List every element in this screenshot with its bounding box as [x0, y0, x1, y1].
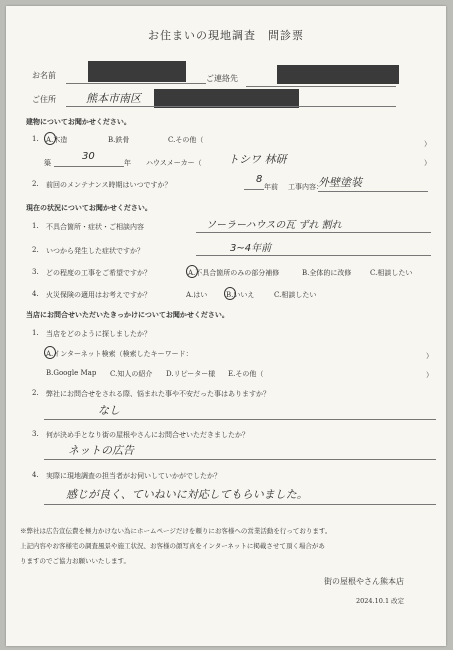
t4-underline: [44, 504, 436, 505]
c2-handwritten: 3~4年前: [230, 243, 272, 254]
t2-number: 2.: [32, 389, 39, 397]
c3-option-b: B.全体的に改修: [302, 269, 352, 277]
contact-underline: [246, 86, 396, 87]
t4-text: 実際に現地調査の担当者がお伺いしていかがでしたか？: [46, 472, 221, 480]
t1-number: 1.: [32, 329, 39, 337]
t2-text: 弊社にお問合せをされる際、悩まれた事や不安だった事はありますか？: [46, 390, 270, 398]
c4-option-a: A.はい: [186, 291, 208, 299]
t1-option-a-close: ）: [426, 352, 433, 360]
t3-number: 3.: [32, 430, 39, 438]
q2-work-handwritten: 外壁塗装: [318, 176, 362, 189]
c2-number: 2.: [32, 246, 39, 254]
t1-option-b: B.Google Map: [46, 369, 97, 377]
q2-years-handwritten: 8: [256, 174, 263, 185]
store-name: 街の屋根やさん熊本店: [324, 577, 404, 586]
c1-number: 1.: [32, 222, 39, 230]
address-label: ご住所: [32, 95, 56, 104]
t1-option-e: E.その他（: [228, 370, 264, 378]
q1-option-c: C.その他（: [168, 136, 204, 144]
section-current: 現在の状況についてお聞かせください。: [26, 203, 152, 212]
c4-number: 4.: [32, 290, 39, 298]
q2-unit: 年前: [264, 183, 278, 191]
t4-number: 4.: [32, 471, 39, 479]
c4-option-c: C.相談したい: [274, 291, 317, 299]
t2-underline: [44, 419, 436, 420]
revision-date: 2024.10.1 改定: [356, 597, 405, 605]
c3-number: 3.: [32, 268, 39, 276]
t1-option-d: D.リピーター様: [166, 370, 216, 378]
q2-years-underline: [244, 189, 264, 190]
q1-number: 1.: [32, 135, 39, 143]
contact-redaction: [277, 65, 399, 84]
c2-text: いつから発生した症状ですか？: [46, 247, 144, 255]
name-underline: [66, 83, 206, 84]
note-line-2: 上記内容やお客様宅の調査風景や施工状況、お客様の顔写真をインターネットに掲載させて頂く場合があ: [20, 542, 325, 550]
c1-handwritten: ソーラーハウスの瓦 ずれ 割れ: [206, 220, 342, 231]
t4-handwritten: 感じが良く、ていねいに対応してもらいました。: [66, 488, 308, 501]
t1-option-a: A.インターネット検索（検索したキーワード：: [46, 350, 193, 358]
q1-option-b: B.鉄骨: [108, 136, 130, 144]
contact-label: ご連絡先: [206, 74, 238, 83]
t3-handwritten: ネットの広告: [68, 444, 134, 457]
q2-number: 2.: [32, 180, 39, 188]
maker-label: ハウスメーカー（: [146, 159, 202, 167]
q2-text: 前回のメンテナンス時期はいつですか？: [46, 181, 172, 189]
c1-text: 不具合箇所・症状・ご相談内容: [46, 223, 144, 231]
note-line-1: ※弊社は広告宣伝費を極力かけない為にホームページだけを頼りにお客様への営業活動を行っております。: [20, 527, 332, 535]
q1-option-c-close: ）: [424, 140, 431, 148]
note-line-3: りますのでご協力お願いいたします。: [20, 557, 130, 565]
q2-work-underline: [318, 191, 428, 192]
age-underline: [54, 166, 124, 167]
maker-handwritten: トシワ 林研: [228, 153, 287, 166]
maker-close: ）: [424, 159, 431, 167]
c4-text: 火災保険の適用はお考えですか？: [46, 291, 151, 299]
q1-option-a: A.木造: [46, 136, 68, 144]
t1-option-c: C.知人の紹介: [110, 370, 153, 378]
address-handwritten: 熊本市南区: [86, 92, 141, 105]
c3-option-a: A.不具合箇所のみの部分補修: [188, 269, 280, 277]
c1-underline: [196, 232, 431, 233]
t3-underline: [44, 459, 436, 460]
age-handwritten: 30: [82, 151, 95, 162]
age-prefix: 築: [44, 159, 51, 167]
name-redaction: [88, 61, 186, 82]
t3-text: 何が決め手となり街の屋根やさんにお問合せいただきましたか？: [46, 431, 249, 439]
name-label: お名前: [32, 71, 56, 80]
t1-option-e-close: ）: [426, 371, 433, 379]
section-building: 建物についてお聞かせください。: [26, 117, 131, 126]
questionnaire-sheet: [6, 6, 446, 646]
section-trigger: 当店にお問合せいただいたきっかけについてお聞かせください。: [26, 310, 229, 319]
page-title: お住まいの現地調査 問診票: [148, 29, 304, 42]
age-unit: 年: [124, 159, 131, 167]
c3-option-c: C.相談したい: [370, 269, 413, 277]
c4-option-b: B.いいえ: [226, 291, 255, 299]
q2-work-label: 工事内容：: [288, 183, 323, 191]
address-underline: [66, 106, 396, 107]
t1-text: 当店をどのように探しましたか？: [46, 330, 151, 338]
c2-underline: [196, 255, 431, 256]
t2-handwritten: なし: [98, 404, 120, 417]
c3-text: どの程度の工事をご希望ですか？: [46, 269, 151, 277]
